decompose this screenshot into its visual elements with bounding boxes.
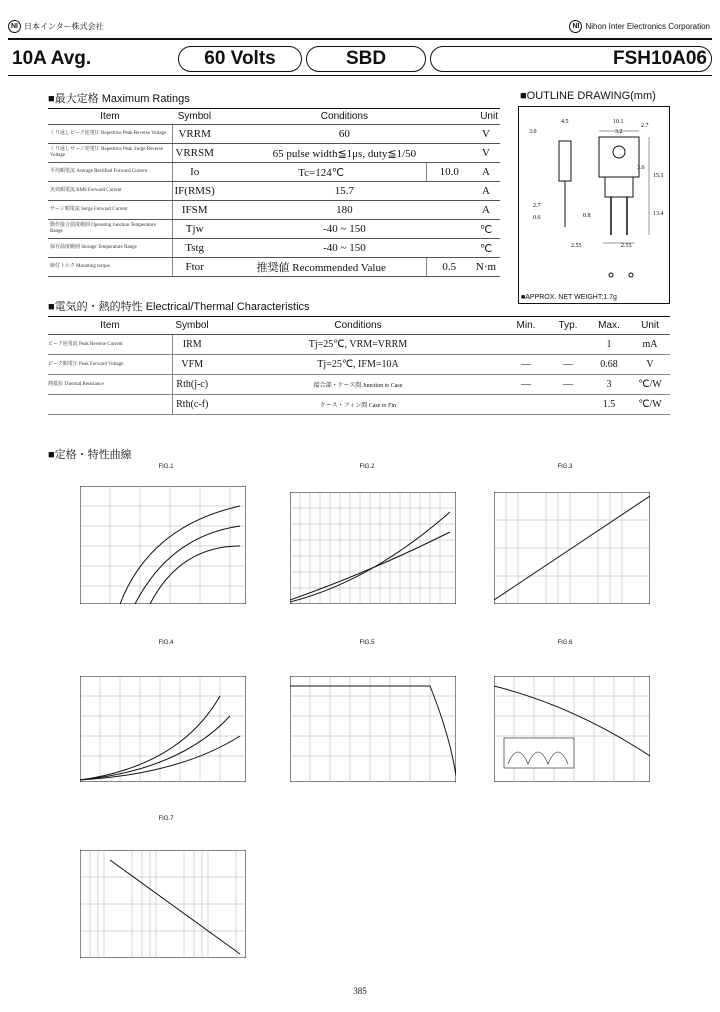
max-ratings-table [48, 108, 500, 277]
rating-current: 10A Avg. [12, 48, 92, 69]
header-rule [8, 38, 712, 40]
outline-dim: 0.6 [533, 215, 541, 221]
outline-dim: 2.7 [533, 203, 541, 209]
company-name-jp: 日本インター株式会社 [24, 22, 104, 31]
company-header-right [569, 20, 710, 33]
table-row: ピーク逆電流 Peak Reverse Current IRM Tj=25℃, VRM=VRRM 1 mA [48, 335, 670, 355]
table-row: くり返しピーク逆電圧 Repetitive Peak Reverse Voltage VRRM 60 V [48, 125, 500, 144]
col-symbol: Symbol [172, 317, 212, 335]
col-min: Min. [504, 317, 548, 335]
outline-dim: 2.55 [621, 243, 632, 249]
fig-7: FIG.7 [76, 816, 256, 966]
fig-1: FIG.1 [76, 464, 256, 614]
elec-thermal-table [48, 316, 670, 415]
col-unit: Unit [630, 317, 670, 335]
title-bar [8, 46, 712, 72]
col-symbol: Symbol [172, 109, 217, 125]
page-number: 385 [353, 986, 367, 996]
table-row: くり返しサージ逆電圧 Repetitive Peak Surge Reverse Voltage VRRSM 65 pulse width≦1μs, duty≦1/50 V [48, 144, 500, 163]
fig-2-plot [290, 492, 456, 604]
outline-dim: 15.1 [653, 173, 664, 179]
outline-title: ■OUTLINE DRAWING(mm) [520, 90, 656, 102]
outline-dim: 3.2 [615, 129, 623, 135]
fig-5: FIG.5 [262, 640, 472, 790]
title-rule [8, 75, 712, 76]
fig-4-plot [80, 676, 246, 782]
col-conditions: Conditions [217, 109, 472, 125]
table-row: 保存温度範囲 Storage Temperature Range Tstg -40 ~ 150 ℃ [48, 239, 500, 258]
rating-voltage: 60 Volts [178, 46, 302, 72]
fig-7-plot [80, 850, 246, 958]
fig-3-plot [494, 492, 650, 604]
col-item: Item [48, 109, 172, 125]
curves-title: ■定格・特性曲線 [48, 449, 132, 461]
table-row: 平均順電流 Average Rectified Forward Current Io Tc=124℃ 10.0 A [48, 163, 500, 182]
col-typ: Typ. [548, 317, 588, 335]
net-weight: ■APPROX. NET WEIGHT:1.7g [521, 294, 617, 301]
outline-dim: 2.7 [641, 123, 649, 129]
table-row: 熱抵抗 Thermal Resistance Rth(j-c) 接合部・ケース間 Junction to Case — — 3 ℃/W [48, 375, 670, 395]
outline-dim: 2.55 [571, 243, 582, 249]
outline-dim: 3.6 [637, 165, 645, 171]
outline-dim: 4.5 [561, 119, 569, 125]
max-ratings-title: ■最大定格 Maximum Ratings [48, 93, 190, 105]
table-row: 実効順電流 RMS Forward Current IF(RMS) 15.7 A [48, 182, 500, 201]
company-logo-icon: NI [569, 20, 582, 33]
company-name-en: Nihon Inter Electronics Corporation [585, 22, 710, 31]
col-conditions: Conditions [212, 317, 504, 335]
device-type: SBD [306, 46, 426, 72]
fig-1-plot [80, 486, 246, 604]
elec-thermal-title: ■電気的・熱的特性 Electrical/Thermal Characteristics [48, 301, 310, 313]
outline-dim: 3.0 [529, 129, 537, 135]
col-item: Item [48, 317, 172, 335]
part-number: FSH10A06 [430, 46, 712, 72]
outline-dim: 0.8 [583, 213, 591, 219]
col-max: Max. [588, 317, 630, 335]
fig-2: FIG.2 [262, 464, 472, 614]
table-row: Rth(c-f) ケース・フィン間 Case to Fin 1.5 ℃/W [48, 395, 670, 415]
package-outline-drawing [519, 107, 669, 303]
outline-dim: 13.4 [653, 211, 664, 217]
table-row: 締付トルク Mounting torque Ftor 推奨値 Recommended Value 0.5 N·m [48, 258, 500, 277]
company-header-left [8, 20, 104, 33]
company-logo-icon: NI [8, 20, 21, 33]
table-row: 動作接合温度範囲 Operating Junction Temperature Range Tjw -40 ~ 150 ℃ [48, 220, 500, 239]
outline-drawing [518, 106, 670, 304]
fig-6: FIG.6 [480, 640, 650, 790]
fig-3: FIG.3 [480, 464, 650, 614]
table-row: サージ順電流 Surge Forward Current IFSM 180 A [48, 201, 500, 220]
fig-6-plot [494, 676, 650, 782]
table-row: ピーク順電圧 Peak Forward Voltage VFM Tj=25℃, IFM=10A — — 0.68 V [48, 355, 670, 375]
fig-4: FIG.4 [76, 640, 256, 790]
fig-5-plot [290, 676, 456, 782]
outline-dim: 10.1 [613, 119, 624, 125]
col-unit: Unit [472, 109, 500, 125]
